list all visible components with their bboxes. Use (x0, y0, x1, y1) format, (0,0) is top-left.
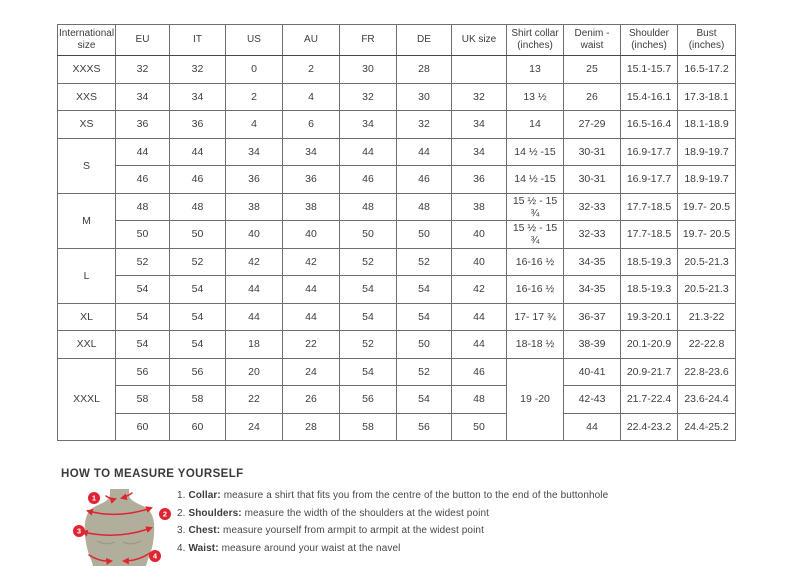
table-cell: 52 (397, 248, 452, 276)
table-cell: 50 (170, 221, 226, 249)
table-cell: 18.5-19.3 (621, 248, 678, 276)
table-cell: 54 (397, 386, 452, 414)
table-cell: 23.6-24.4 (678, 386, 736, 414)
table-cell: 48 (452, 386, 507, 414)
table-cell: 54 (116, 331, 170, 359)
instruction-number: 2. (177, 507, 186, 519)
table-cell: 20 (226, 358, 283, 386)
table-row (58, 138, 736, 166)
table-cell: 17.3-18.1 (678, 83, 736, 111)
table-cell: 58 (170, 386, 226, 414)
table-cell: 48 (397, 193, 452, 221)
table-cell: 21.3-22 (678, 303, 736, 331)
table-cell: 44 (116, 138, 170, 166)
size-label-cell: XXXS (58, 56, 116, 84)
table-cell: 32 (452, 83, 507, 111)
table-cell: 30 (340, 56, 397, 84)
table-cell: 48 (170, 193, 226, 221)
column-header-5: FR (340, 25, 397, 56)
table-cell: 48 (340, 193, 397, 221)
table-cell: 36-37 (564, 303, 621, 331)
instruction-term: Collar: (188, 490, 221, 501)
table-cell: 42-43 (564, 386, 621, 414)
instruction-text: measure a shirt that fits you from the centre of the button to the end of the buttonhole (223, 490, 609, 501)
size-label-cell: L (58, 248, 116, 303)
table-cell: 56 (170, 358, 226, 386)
table-cell: 14 (507, 111, 564, 139)
merged-shirt-collar-cell: 19 -20 (507, 358, 564, 441)
table-cell: 34 (170, 83, 226, 111)
table-cell: 30 (397, 83, 452, 111)
table-cell: 54 (397, 276, 452, 304)
table-cell: 20.1-20.9 (621, 331, 678, 359)
table-row (58, 83, 736, 111)
measure-instruction (177, 509, 608, 519)
table-cell: 34 (452, 138, 507, 166)
size-table-body (58, 56, 736, 441)
table-cell: 32-33 (564, 221, 621, 249)
measurement-figure (59, 488, 177, 566)
table-cell: 34 (452, 111, 507, 139)
column-header-11: Bust (inches) (678, 25, 736, 56)
table-cell: 44 (170, 138, 226, 166)
table-cell: 13 (507, 56, 564, 84)
table-cell: 44 (452, 303, 507, 331)
instruction-number: 3. (177, 525, 186, 536)
size-label-cell: XXXL (58, 358, 116, 441)
table-cell: 36 (116, 111, 170, 139)
table-cell: 4 (226, 111, 283, 139)
table-cell: 50 (397, 331, 452, 359)
table-cell: 28 (397, 56, 452, 84)
instruction-term: Shoulders: (188, 507, 242, 519)
figure-marker-2 (159, 508, 171, 520)
table-cell: 17.7-18.5 (621, 193, 678, 221)
table-cell: 38 (283, 193, 340, 221)
table-cell: 30-31 (564, 166, 621, 194)
table-cell: 22-22.8 (678, 331, 736, 359)
table-cell: 56 (397, 413, 452, 441)
instruction-text: measure the width of the shoulders at the widest point (244, 507, 489, 519)
table-row (58, 303, 736, 331)
table-cell: 18.9-19.7 (678, 166, 736, 194)
column-header-0: International size (58, 25, 116, 56)
svg-text:4: 4 (152, 551, 158, 561)
table-cell: 54 (340, 303, 397, 331)
table-cell: 28 (283, 413, 340, 441)
svg-text:2: 2 (162, 509, 168, 519)
table-cell: 52 (340, 331, 397, 359)
table-cell: 54 (170, 331, 226, 359)
table-cell: 26 (564, 83, 621, 111)
size-label-cell: XXS (58, 83, 116, 111)
table-row (58, 276, 736, 304)
table-cell: 18.1-18.9 (678, 111, 736, 139)
size-label-cell: M (58, 193, 116, 248)
table-cell: 34 (116, 83, 170, 111)
table-cell: 20.5-21.3 (678, 248, 736, 276)
table-cell: 60 (170, 413, 226, 441)
table-cell: 22.4-23.2 (621, 413, 678, 441)
table-cell: 32 (397, 111, 452, 139)
table-cell: 52 (116, 248, 170, 276)
instruction-text: measure yourself from armpit to armpit at the widest point (223, 525, 484, 536)
table-row (58, 386, 736, 414)
table-cell: 32 (340, 83, 397, 111)
table-cell: 54 (170, 276, 226, 304)
column-header-10: Shoulder (inches) (621, 25, 678, 56)
table-cell: 40 (226, 221, 283, 249)
table-cell: 21.7-22.4 (621, 386, 678, 414)
size-table-head-row (58, 25, 736, 56)
table-cell: 54 (116, 303, 170, 331)
torso-illustration (59, 488, 177, 566)
table-cell: 54 (170, 303, 226, 331)
table-cell: 34-35 (564, 248, 621, 276)
table-cell: 25 (564, 56, 621, 84)
table-row (58, 358, 736, 386)
table-cell: 34 (226, 138, 283, 166)
size-label-cell: S (58, 138, 116, 193)
table-cell: 36 (452, 166, 507, 194)
table-row (58, 56, 736, 84)
column-header-4: AU (283, 25, 340, 56)
table-cell: 27-29 (564, 111, 621, 139)
table-cell: 15.4-16.1 (621, 83, 678, 111)
table-cell: 38 (452, 193, 507, 221)
table-cell: 17.7-18.5 (621, 221, 678, 249)
table-cell: 18.5-19.3 (621, 276, 678, 304)
column-header-1: EU (116, 25, 170, 56)
table-cell: 54 (116, 276, 170, 304)
table-cell: 40 (283, 221, 340, 249)
table-cell: 50 (452, 413, 507, 441)
table-cell: 42 (452, 276, 507, 304)
column-header-9: Denim - waist (564, 25, 621, 56)
table-cell: 19.7- 20.5 (678, 193, 736, 221)
table-cell: 16.5-17.2 (678, 56, 736, 84)
table-cell: 16-16 ½ (507, 276, 564, 304)
table-cell: 16-16 ½ (507, 248, 564, 276)
measure-instruction (177, 526, 608, 536)
table-row (58, 413, 736, 441)
table-cell: 16.9-17.7 (621, 166, 678, 194)
table-row (58, 193, 736, 221)
table-cell: 44 (226, 303, 283, 331)
table-cell: 13 ½ (507, 83, 564, 111)
table-cell: 2 (226, 83, 283, 111)
table-cell: 54 (340, 358, 397, 386)
table-cell: 22 (283, 331, 340, 359)
table-cell: 19.3-20.1 (621, 303, 678, 331)
table-cell: 50 (397, 221, 452, 249)
table-cell: 56 (116, 358, 170, 386)
table-cell: 44 (283, 276, 340, 304)
table-cell (452, 56, 507, 84)
table-row (58, 248, 736, 276)
table-cell: 32 (170, 56, 226, 84)
table-cell: 44 (226, 276, 283, 304)
table-cell: 6 (283, 111, 340, 139)
column-header-7: UK size (452, 25, 507, 56)
column-header-2: IT (170, 25, 226, 56)
table-row (58, 331, 736, 359)
table-cell: 46 (452, 358, 507, 386)
table-cell: 14 ½ -15 (507, 166, 564, 194)
size-label-cell: XS (58, 111, 116, 139)
table-cell: 34 (283, 138, 340, 166)
table-cell: 4 (283, 83, 340, 111)
svg-text:3: 3 (76, 526, 82, 536)
table-cell: 24.4-25.2 (678, 413, 736, 441)
table-cell: 46 (116, 166, 170, 194)
table-cell: 38 (226, 193, 283, 221)
measure-heading: HOW TO MEASURE YOURSELF (61, 468, 244, 480)
table-cell: 54 (340, 276, 397, 304)
table-cell: 50 (340, 221, 397, 249)
instruction-term: Waist: (188, 542, 219, 554)
table-cell: 15.1-15.7 (621, 56, 678, 84)
column-header-3: US (226, 25, 283, 56)
table-cell: 32-33 (564, 193, 621, 221)
table-cell: 22.8-23.6 (678, 358, 736, 386)
table-cell: 34-35 (564, 276, 621, 304)
table-row (58, 221, 736, 249)
table-cell: 40-41 (564, 358, 621, 386)
table-cell: 26 (283, 386, 340, 414)
table-cell: 19.7- 20.5 (678, 221, 736, 249)
table-cell: 20.5-21.3 (678, 276, 736, 304)
table-cell: 58 (340, 413, 397, 441)
measure-instructions (177, 488, 608, 561)
measure-instruction (177, 491, 608, 501)
table-cell: 52 (340, 248, 397, 276)
instruction-term: Chest: (188, 525, 221, 536)
table-cell: 44 (340, 138, 397, 166)
table-cell: 15 ½ - 15 ¾ (507, 221, 564, 249)
table-cell: 38-39 (564, 331, 621, 359)
table-cell: 20.9-21.7 (621, 358, 678, 386)
table-cell: 44 (452, 331, 507, 359)
instruction-text: measure around your waist at the navel (221, 542, 401, 554)
table-cell: 0 (226, 56, 283, 84)
measure-section (57, 468, 787, 566)
table-cell: 44 (283, 303, 340, 331)
column-header-8: Shirt collar (inches) (507, 25, 564, 56)
figure-marker-4 (149, 550, 161, 562)
size-label-cell: XL (58, 303, 116, 331)
table-cell: 32 (116, 56, 170, 84)
table-cell: 18-18 ½ (507, 331, 564, 359)
table-cell: 30-31 (564, 138, 621, 166)
table-cell: 46 (340, 166, 397, 194)
table-cell: 36 (170, 111, 226, 139)
table-cell: 18 (226, 331, 283, 359)
table-cell: 46 (170, 166, 226, 194)
table-cell: 44 (564, 413, 621, 441)
figure-marker-3 (73, 525, 85, 537)
instruction-number: 4. (177, 542, 186, 554)
table-cell: 56 (340, 386, 397, 414)
column-header-6: DE (397, 25, 452, 56)
table-cell: 42 (226, 248, 283, 276)
table-cell: 18.9-19.7 (678, 138, 736, 166)
table-cell: 60 (116, 413, 170, 441)
table-cell: 2 (283, 56, 340, 84)
table-cell: 42 (283, 248, 340, 276)
table-cell: 58 (116, 386, 170, 414)
figure-marker-1 (88, 492, 100, 504)
table-cell: 40 (452, 248, 507, 276)
table-row (58, 166, 736, 194)
table-cell: 15 ½ - 15 ¾ (507, 193, 564, 221)
table-cell: 48 (116, 193, 170, 221)
table-cell: 24 (283, 358, 340, 386)
size-chart-table (57, 24, 736, 441)
table-cell: 36 (283, 166, 340, 194)
table-cell: 22 (226, 386, 283, 414)
table-cell: 44 (397, 138, 452, 166)
table-cell: 52 (170, 248, 226, 276)
table-cell: 14 ½ -15 (507, 138, 564, 166)
table-cell: 34 (340, 111, 397, 139)
table-row (58, 111, 736, 139)
table-cell: 40 (452, 221, 507, 249)
svg-text:1: 1 (91, 493, 97, 503)
table-cell: 24 (226, 413, 283, 441)
table-cell: 36 (226, 166, 283, 194)
size-label-cell: XXL (58, 331, 116, 359)
table-cell: 16.5-16.4 (621, 111, 678, 139)
instruction-number: 1. (177, 490, 186, 501)
table-cell: 17- 17 ¾ (507, 303, 564, 331)
measure-instruction (177, 544, 608, 554)
table-cell: 16.9-17.7 (621, 138, 678, 166)
table-cell: 54 (397, 303, 452, 331)
table-cell: 52 (397, 358, 452, 386)
table-cell: 50 (116, 221, 170, 249)
table-cell: 46 (397, 166, 452, 194)
